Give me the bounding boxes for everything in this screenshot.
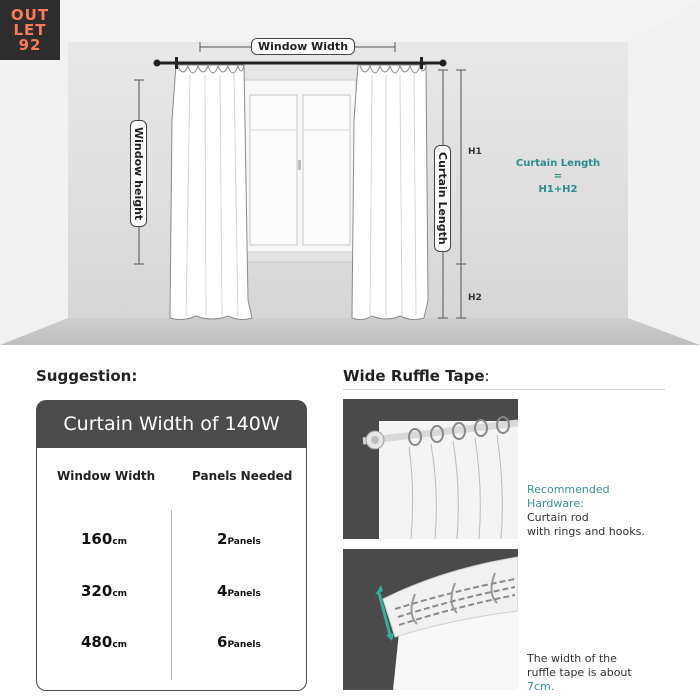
row-3-width: 480cm [81,633,128,651]
card-title: Curtain Width of 140W [36,400,307,448]
curtain-rod-closeup-image [343,399,518,539]
row-3-panels: 6Panels [217,633,261,651]
row-1-width: 160cm [81,530,128,548]
suggestion-card [36,448,307,691]
col-window-width-header: Window Width [57,469,156,483]
h2-label: H2 [468,293,482,303]
brand-logo [0,0,60,60]
tape-line-2: ruffle tape is about [527,666,632,679]
row-1-panels: 2Panels [217,530,261,548]
hardware-line-3: Curtain rod [527,511,589,524]
row-2-width: 320cm [81,582,128,600]
column-divider [171,510,172,680]
hardware-line-4: with rings and hooks. [527,525,645,538]
ruffle-title-divider [343,389,665,390]
col-panels-needed-header: Panels Needed [192,469,293,483]
window-height-label: Window height [130,120,147,227]
logo-line-1: OUT [10,6,50,24]
curtain-length-label: Curtain Length [434,145,451,252]
logo-line-2: LET [13,21,47,39]
logo-line-3: 92 [18,36,42,54]
formula-line-2: = [553,171,563,182]
left-curtain [170,65,252,320]
hardware-line-1: Recommended [527,483,610,496]
hardware-line-2: Hardware: [527,497,584,510]
formula-line-3: H1+H2 [538,184,578,195]
window-width-label: Window Width [251,38,355,55]
tape-line-1: The width of the [527,652,617,665]
h1-label: H1 [468,147,482,157]
ruffle-tape-title: Wide Ruffle Tape: [343,367,490,385]
ruffle-tape-width-note [527,652,632,694]
tape-line-3: 7cm. [527,680,555,693]
ruffle-tape-closeup-image [343,549,518,690]
right-curtain [352,65,428,320]
row-2-panels: 4Panels [217,582,261,600]
curtain-length-formula [508,157,608,196]
recommended-hardware-note [527,483,645,539]
window [240,80,360,262]
suggestion-title: Suggestion: [36,367,138,385]
formula-line-1: Curtain Length [515,158,601,169]
